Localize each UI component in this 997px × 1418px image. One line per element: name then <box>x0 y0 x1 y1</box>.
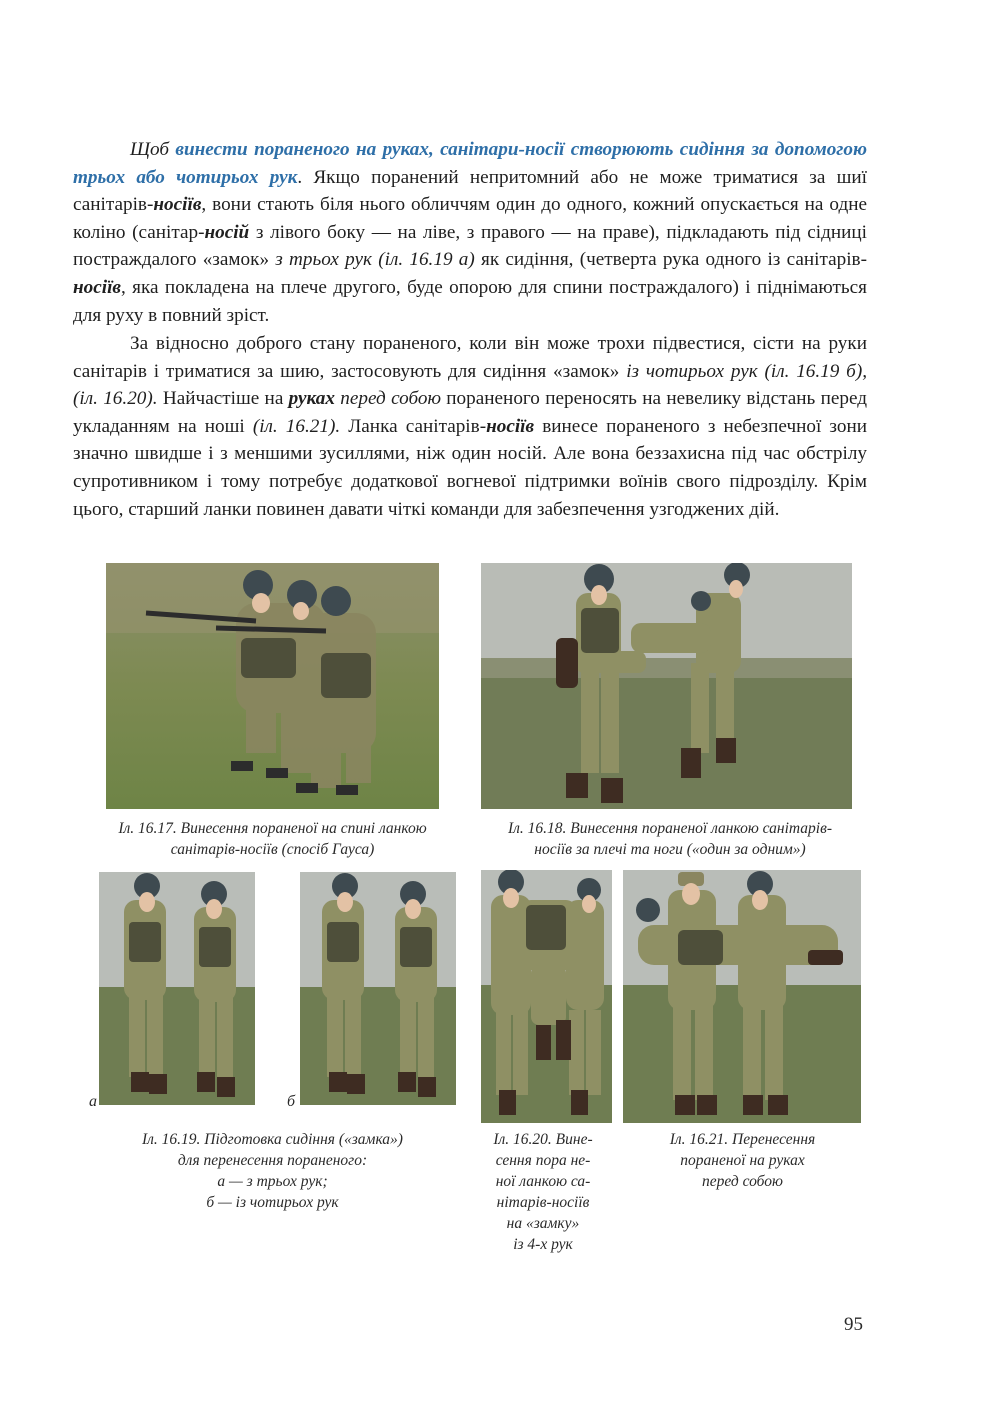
paragraph-1 <box>73 136 867 329</box>
caption-16-20-line-3: ної ланкою са- <box>495 1173 591 1190</box>
p2-s4: руках <box>288 388 335 410</box>
caption-16-20-line-6: із 4-х рук <box>513 1236 573 1253</box>
caption-16-20 <box>476 1129 610 1255</box>
photo-16-17 <box>106 563 439 809</box>
p2-s7: пораненого переносять на невелику відстань перед укладанням на ноші <box>73 388 867 437</box>
p1-s1: Щоб <box>130 139 176 160</box>
p2-s9: Ланка санітарів- <box>340 415 487 437</box>
paragraph-2 <box>73 330 867 523</box>
page-number: 95 <box>844 1314 863 1335</box>
p2-s3: Найчастіше на <box>157 388 289 410</box>
caption-16-19-line-2: для перенесення пораненого: <box>177 1152 368 1169</box>
p2-s10: носіїв <box>486 415 535 437</box>
p1-s7: з лівого боку — на ліве, з правого — на праве), підкладають під сідниці постраждалого «замок» <box>73 221 867 271</box>
caption-16-19-line-3: а — з трьох рук; <box>217 1173 328 1190</box>
caption-16-21-line-2: пораненої на руках <box>680 1152 805 1169</box>
caption-16-18-line-2: носіїв за плечі та ноги («один за одним») <box>534 841 806 858</box>
caption-16-21-line-3: перед собою <box>702 1173 783 1190</box>
caption-16-18-line-1: Іл. 16.18. Винесення пораненої ланкою санітарів- <box>508 820 832 837</box>
photo-16-19-a <box>99 872 255 1105</box>
label-a: а <box>89 1093 97 1110</box>
photo-16-21 <box>623 870 861 1123</box>
caption-16-19-line-1: Іл. 16.19. Підготовка сидіння («замка») <box>142 1131 403 1148</box>
photo-16-19-b <box>300 872 456 1105</box>
label-b: б <box>287 1093 296 1110</box>
caption-16-20-line-4: нітарів-носіїв <box>496 1194 590 1211</box>
caption-16-19-line-4: б — із чотирьох рук <box>206 1194 339 1211</box>
p2-s11: винесе пораненого з небезпечної зони значно швидше і з меншими зусиллями, ніж один носій. Але вона беззахисна під час обстрілу супротивником і тому потребує додаткової вогневої підтримки воїнів свого підрозділу. Крім цього, старший ланки повинен давати чіткі команди для забезпечення узгоджених дій. <box>73 415 867 520</box>
p1-s8: з трьох рук (іл. 16.19 а) <box>275 249 475 271</box>
caption-16-21-line-1: Іл. 16.21. Перенесення <box>669 1131 816 1148</box>
p2-s6: перед собою <box>340 388 441 410</box>
photo-16-20 <box>481 870 612 1123</box>
p1-s6: носій <box>204 221 250 243</box>
p2-s2: із чотирьох рук (іл. 16.19 б), (іл. 16.20). <box>73 360 867 410</box>
caption-16-19 <box>95 1129 450 1213</box>
p1-highlight: винести пораненого на руках, санітари-носії створюють сидіння за допомогою трьох або чотирьох рук <box>73 139 867 188</box>
caption-16-20-line-1: Іл. 16.20. Вине- <box>493 1131 593 1148</box>
photo-16-18 <box>481 563 852 809</box>
p2-s8: (іл. 16.21). <box>252 415 341 437</box>
caption-16-17 <box>80 818 465 860</box>
p1-s4: носіїв <box>153 194 202 216</box>
caption-16-20-line-2: сення пора не- <box>495 1152 591 1169</box>
p2-s1: За відносно доброго стану пораненого, коли він може трохи підвестися, сісти на руки санітарів і триматися за шию, застосовують для сидіння «замок» <box>73 333 867 382</box>
caption-16-20-line-5: на «замку» <box>506 1215 580 1232</box>
p1-s9: як сидіння, (четверта рука одного із санітарів- <box>474 249 867 271</box>
p1-s10: носіїв <box>73 276 121 298</box>
p1-s11: , яка покладена на плече другого, буде опорою для спини постраждалого) і піднімаються для руху в повний зріст. <box>73 276 867 326</box>
caption-16-18 <box>470 818 870 860</box>
p1-s3: . Якщо поранений непритомний або не може триматися за шиї санітарів- <box>73 166 868 216</box>
caption-16-21 <box>630 1129 855 1192</box>
caption-16-17-line-1: Іл. 16.17. Винесення пораненої на спині ланкою <box>118 820 427 837</box>
p1-s5: , вони стають біля нього обличчям один до одного, кожний опускається на одне коліно (санітар- <box>73 194 867 243</box>
caption-16-17-line-2: санітарів-носіїв (спосіб Гауса) <box>170 841 375 858</box>
